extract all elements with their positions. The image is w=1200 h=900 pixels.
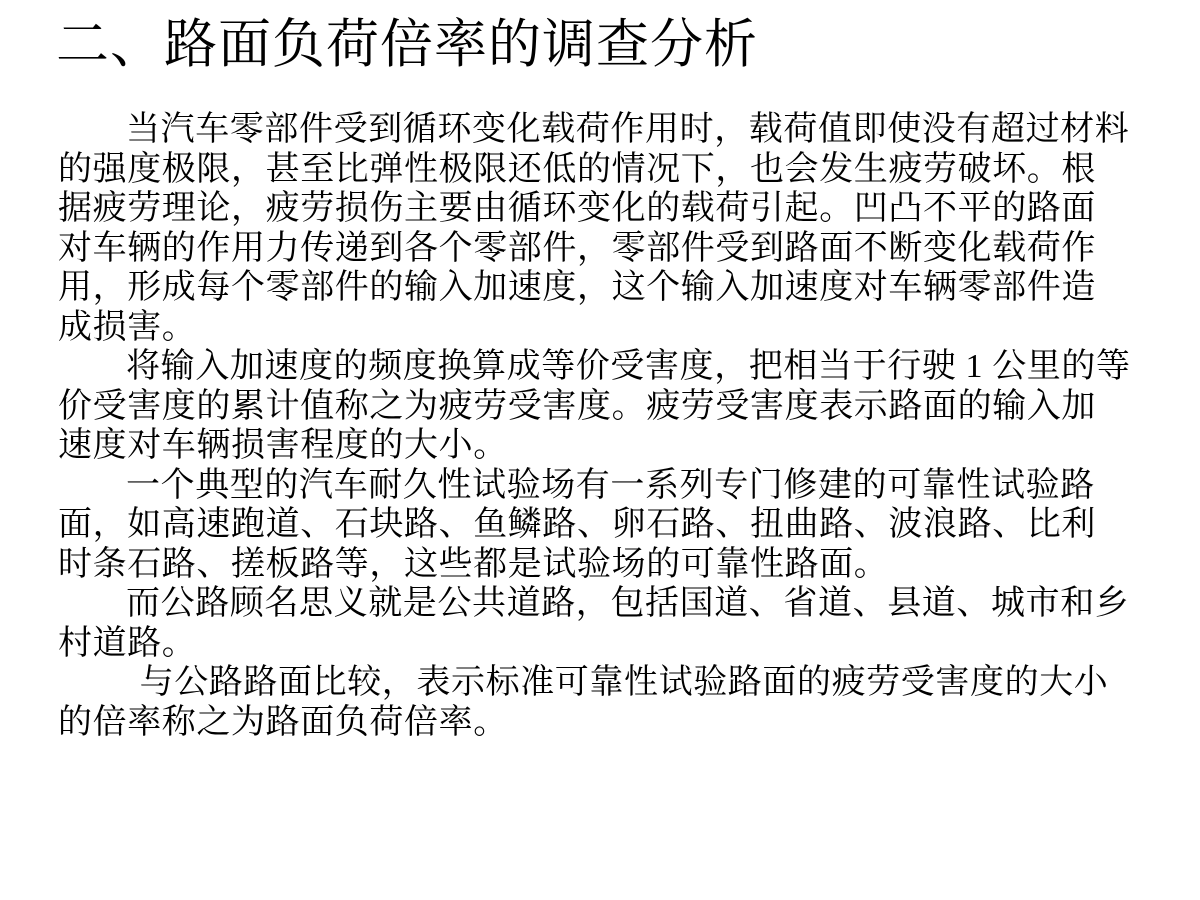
text-line: 的倍率称之为路面负荷倍率。 (58, 703, 508, 741)
paragraph (58, 347, 1131, 466)
text-line: 与公路路面比较，表示标准可靠性试验路面的疲劳受害度的大小 (139, 664, 1109, 701)
paragraph (58, 584, 1130, 663)
text-line: 价受害度的累计值称之为疲劳受害度。疲劳受害度表示路面的输入加 (58, 387, 1096, 425)
slide-body (58, 110, 1131, 742)
text-line: 据疲劳理论，疲劳损伤主要由循环变化的载荷引起。凹凸不平的路面 (58, 190, 1096, 227)
slide-title: 二、路面负荷倍率的调查分析 (56, 16, 758, 74)
text-line: 用，形成每个零部件的输入加速度，这个输入加速度对车辆零部件造 (58, 269, 1096, 306)
text-line: 面，如高速跑道、石块路、鱼鳞路、卵石路、扭曲路、波浪路、比利 (58, 506, 1096, 543)
text-line: 成损害。 (58, 308, 197, 346)
text-line: 而公路顾名思义就是公共道路，包括国道、省道、县道、城市和乡 (126, 585, 1130, 622)
paragraph (58, 663, 1118, 742)
text-line: 的强度极限，甚至比弹性极限还低的情况下，也会发生疲劳破坏。根 (58, 150, 1096, 188)
text-line: 一个典型的汽车耐久性试验场有一系列专门修建的可靠性试验路 (126, 466, 1095, 504)
text-line: 将输入加速度的频度换算成等价受害度，把相当于行驶 1 公里的等 (126, 348, 1131, 385)
text-line: 村道路。 (58, 624, 197, 662)
text-line: 速度对车辆损害程度的大小。 (58, 427, 508, 464)
text-line: 对车辆的作用力传递到各个零部件，零部件受到路面不断变化载荷作 (58, 229, 1096, 267)
text-line: 时条石路、搓板路等，这些都是试验场的可靠性路面。 (58, 545, 889, 583)
paragraph (58, 110, 1130, 347)
paragraph (58, 466, 1118, 585)
text-line: 当汽车零部件受到循环变化载荷作用时，载荷值即使没有超过材料 (126, 111, 1130, 148)
